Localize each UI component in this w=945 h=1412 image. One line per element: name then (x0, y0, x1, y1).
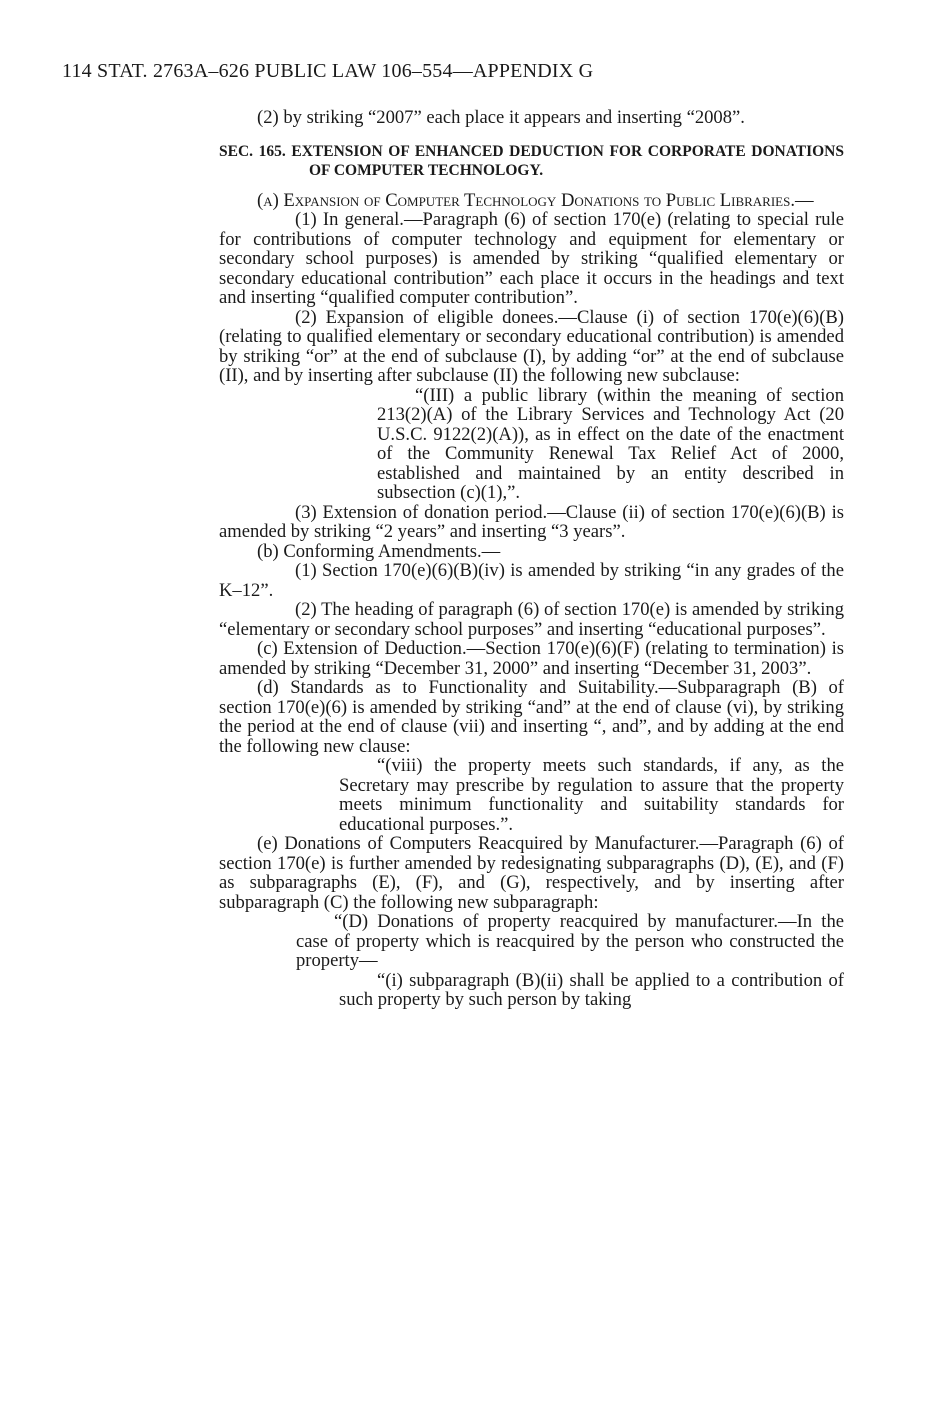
page-header: 114 STAT. 2763A–626 PUBLIC LAW 106–554—APPENDIX G (62, 60, 594, 82)
document-body (219, 108, 844, 1010)
quote-clause-i: “(i) subparagraph (B)(ii) shall be applied to a contribution of such property by such person by taking (339, 969, 844, 1010)
subsection-b-caption: (b) Conforming Amendments.— (257, 540, 501, 562)
subsection-c: (c) Extension of Deduction.—Section 170(e)(6)(F) (relating to termination) is amended by striking “December 31, 2000” and inserting “December 31, 2003”. (219, 638, 844, 679)
quote-subparagraph-d: “(D) Donations of property reacquired by manufacturer.—In the case of property which is reacquired by the person who constructed the property— (296, 911, 844, 971)
section-heading: SEC. 165. EXTENSION OF ENHANCED DEDUCTION FOR CORPORATE DONATIONS OF COMPUTER TECHNOLOGY. (219, 142, 844, 179)
subsection-d: (d) Standards as to Functionality and Suitability.—Subparagraph (B) of section 170(e)(6) is amended by striking “and” at the end of clause (vi), by striking the period at the end of clause (vii) and inserting “, and”, and by adding at the end the following new clause: (219, 677, 844, 757)
paragraph-a1: (1) In general.—Paragraph (6) of section 170(e) (relating to special rule for contributions of computer technology and equipment for elementary or secondary school purposes) is amended by striking “qualified elementary or secondary educational contribution” each place it occurs in the headings and text and inserting “qualified computer contribution”. (219, 209, 844, 308)
paragraph-intro: (2) by striking “2007” each place it appears and inserting “2008”. (257, 107, 745, 128)
quote-clause-viii: “(viii) the property meets such standards, if any, as the Secretary may prescribe by regulation to assure that the property meets minimum functionality and suitability standards for educational purposes.”. (339, 755, 844, 835)
paragraph-a3: (3) Extension of donation period.—Clause (ii) of section 170(e)(6)(B) is amended by striking “2 years” and inserting “3 years”. (219, 501, 844, 542)
quote-subclause-iii: “(III) a public library (within the meaning of section 213(2)(A) of the Library Services and Technology Act (20 U.S.C. 9122(2)(A)), as in effect on the date of the enactment of the Community Renewal Tax Relief Act of 2000, established and maintained by an entity described in subsection (c)(1),”. (377, 384, 844, 503)
paragraph-b1: (1) Section 170(e)(6)(B)(iv) is amended by striking “in any grades of the K–12”. (219, 560, 844, 601)
paragraph-a2: (2) Expansion of eligible donees.—Clause (i) of section 170(e)(6)(B) (relating to qualified elementary or secondary educational contribution) is amended by striking “or” at the end of subclause (I), by adding “or” at the end of subclause (II), and by inserting after subclause (II) the following new subclause: (219, 306, 844, 386)
subsection-a-caption: (a) Expansion of Computer Technology Donations to Public Libraries.— (257, 189, 814, 211)
paragraph-b2: (2) The heading of paragraph (6) of section 170(e) is amended by striking “elementary or secondary school purposes” and inserting “educational purposes”. (219, 599, 844, 640)
subsection-e: (e) Donations of Computers Reacquired by Manufacturer.—Paragraph (6) of section 170(e) is further amended by redesignating subparagraphs (D), (E), and (F) as subparagraphs (E), (F), and (G), respectively, and by inserting after subparagraph (C) the following new subparagraph: (219, 833, 844, 913)
